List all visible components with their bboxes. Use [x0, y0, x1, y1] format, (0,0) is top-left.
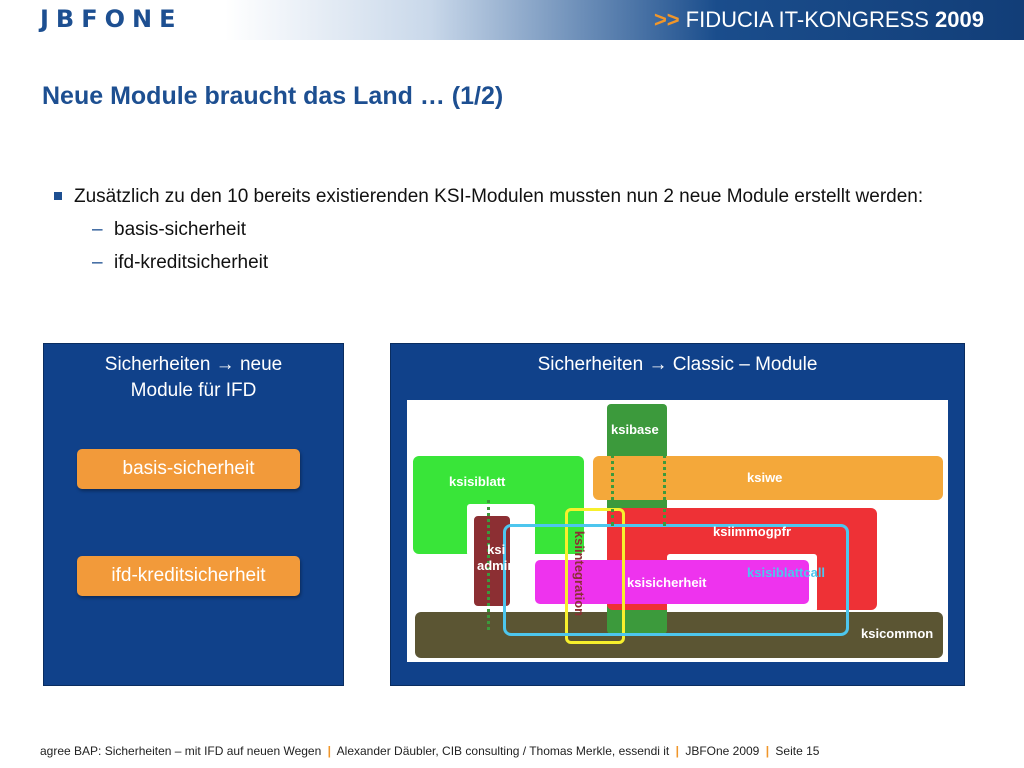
classic-modules-panel [390, 343, 965, 686]
footer-separator: | [675, 744, 679, 758]
square-bullet-icon [54, 192, 62, 200]
label-ksisicherheit: ksisicherheit [627, 575, 707, 590]
ifd-modules-panel [43, 343, 344, 686]
label-ksiintegration: ksiintegration [572, 530, 588, 617]
footer-authors: Alexander Däubler, CIB consulting / Thomas Merkle, essendi it [336, 744, 670, 758]
classic-panel-heading: Sicherheiten → Classic – Module [537, 354, 818, 375]
footer-separator: | [327, 744, 331, 758]
label-ksisiblattcall: ksisiblattcall [747, 565, 826, 580]
basis-sicherheit-module: basis-sicherheit [77, 449, 300, 489]
footer-title: agree BAP: Sicherheiten – mit IFD auf neuen Wegen [40, 744, 322, 758]
label-ksiimmogpfr: ksiimmogpfr [713, 524, 792, 539]
bullet-list [52, 184, 952, 276]
module-diagram [407, 400, 948, 662]
label-ksibase: ksibase [611, 422, 659, 437]
congress-label [654, 7, 984, 33]
slide-title: Neue Module braucht das Land … (1/2) [42, 82, 504, 110]
ifd-heading-line: Module für IFD [130, 380, 257, 401]
footer-separator: | [765, 744, 770, 758]
footer [40, 744, 819, 758]
label-ksicommon: ksicommon [861, 626, 934, 641]
dotted-connector [663, 454, 666, 526]
sub-bullet-text: ifd-kreditsicherheit [114, 252, 269, 273]
label-ksiadmin-line: admin [477, 558, 516, 573]
sub-bullet [52, 250, 952, 276]
sub-bullet [52, 217, 952, 243]
jbfone-logo: JBFONE [40, 5, 183, 33]
congress-prefix: >> [653, 7, 680, 32]
dash-bullet-icon: – [92, 252, 103, 273]
congress-text: FIDUCIA IT-KONGRESS [685, 7, 929, 32]
label-ksiwe: ksiwe [747, 470, 783, 485]
dash-bullet-icon: – [92, 219, 103, 240]
label-ksisiblatt: ksisiblatt [449, 474, 506, 489]
ifd-panel-heading [44, 352, 343, 404]
dotted-connector [611, 454, 614, 526]
footer-page: Seite 15 [775, 744, 820, 758]
ifd-kreditsicherheit-module: ifd-kreditsicherheit [77, 556, 300, 596]
bullet-main [52, 184, 952, 210]
label-ksiadmin-line: ksi [487, 542, 506, 557]
bullet-main-text: Zusätzlich zu den 10 bereits existierenden KSI-Modulen mussten nun 2 neue Module erstellt werden: [74, 186, 924, 207]
footer-event: JBFOne 2009 [685, 744, 760, 758]
label-ksiadmin [477, 542, 515, 574]
congress-year: 2009 [935, 7, 984, 32]
header-bar [0, 0, 1024, 40]
sub-bullet-text: basis-sicherheit [114, 219, 246, 240]
ifd-heading-line: Sicherheiten → neue [104, 354, 283, 375]
